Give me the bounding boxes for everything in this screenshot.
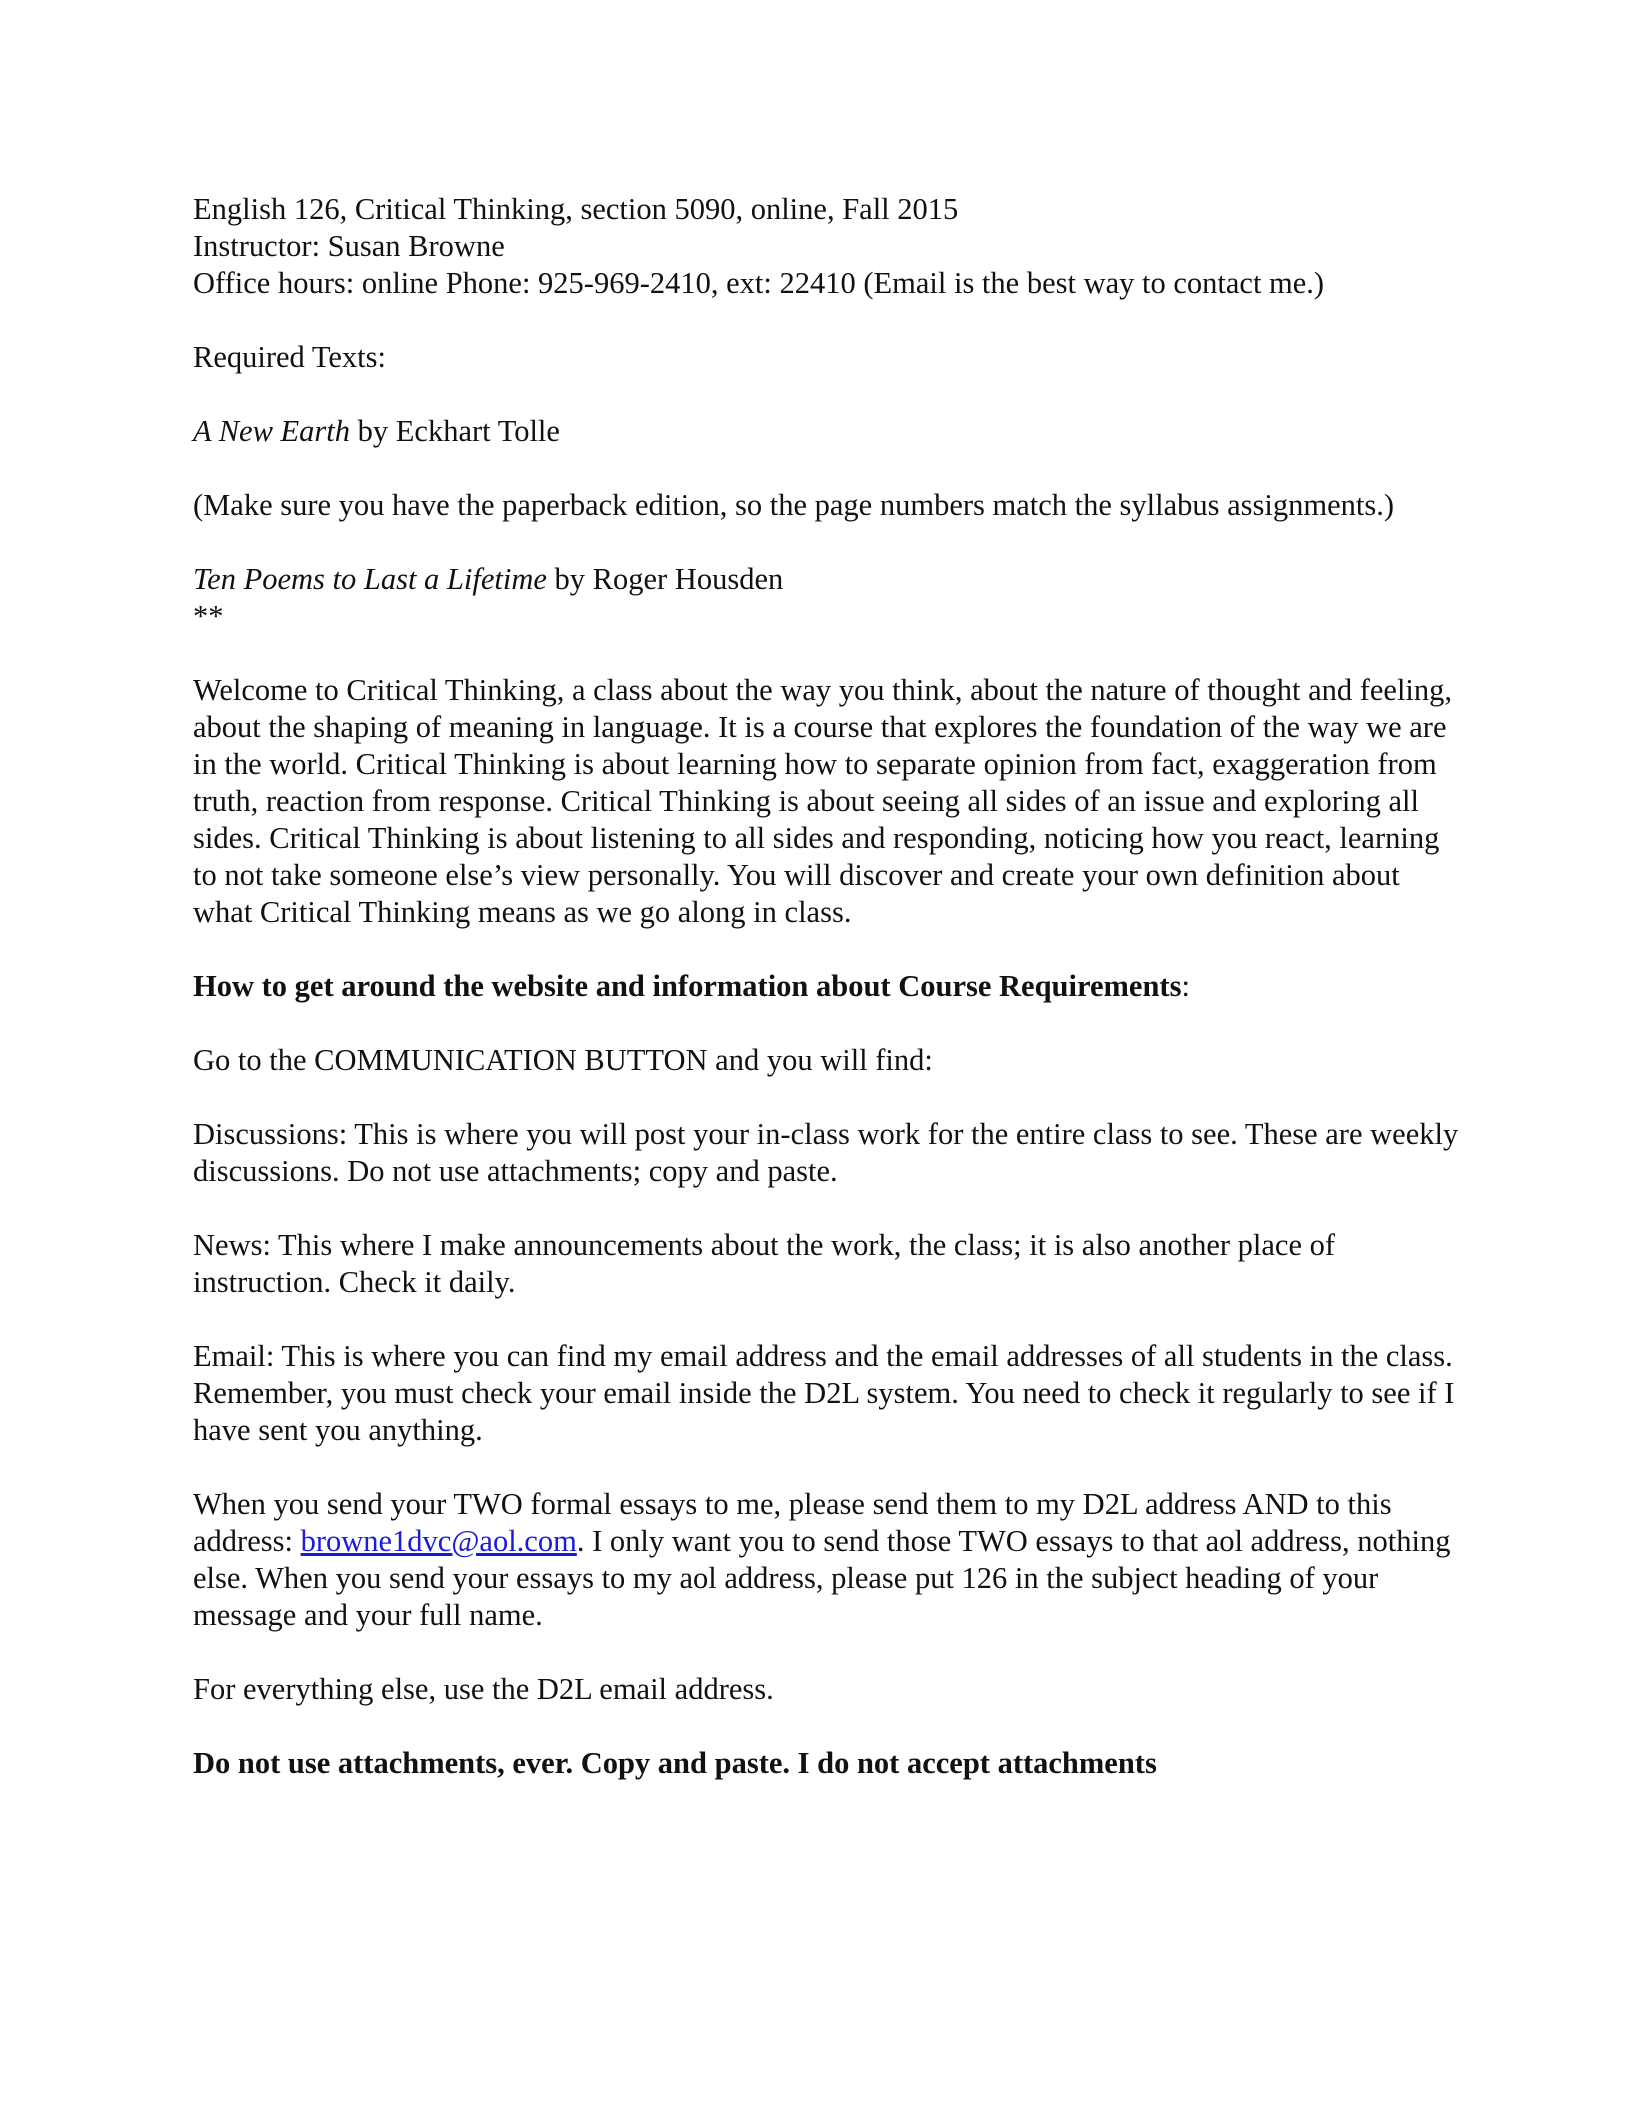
course-line: English 126, Critical Thinking, section 5090, online, Fall 2015 [193,192,959,226]
book-1 [193,413,1463,450]
book-2 [193,561,1463,598]
communication-line: Go to the COMMUNICATION BUTTON and you will find: [193,1043,933,1077]
book-1-author: by Eckhart Tolle [350,414,560,448]
required-texts-heading: Required Texts: [193,340,386,374]
email-address-link[interactable]: browne1dvc@aol.com [300,1524,577,1558]
discussions-paragraph: Discussions: This is where you will post your in-class work for the entire class to see. These are weekly discussions. Do not use attachments; copy and paste. [193,1117,1459,1188]
book-2-author: by Roger Housden [546,562,784,596]
essays-paragraph [193,1486,1463,1634]
attachments-warning: Do not use attachments, ever. Copy and paste. I do not accept attachments [193,1746,1157,1780]
book-2-block [193,561,1463,635]
book-2-title: Ten Poems to Last a Lifetime [193,562,547,596]
essays-text-before: When you send your TWO formal essays to me, please send them to my D2L address AND to this address: [193,1487,1392,1558]
everything-else-paragraph: For everything else, use the D2L email address. [193,1672,774,1706]
website-heading [193,968,1463,1005]
website-heading-colon: : [1181,969,1190,1003]
news-paragraph: News: This where I make announcements about the work, the class; it is also another place of instruction. Check it daily. [193,1228,1336,1299]
essays-text-after: . I only want you to send those TWO essays to that aol address, nothing else. When you send your essays to my aol address, please put 126 in the subject heading of your message and your full name. [193,1524,1451,1632]
office-hours-line: Office hours: online Phone: 925-969-2410, ext: 22410 (Email is the best way to contact me.) [193,266,1325,300]
syllabus-page [193,191,1463,1782]
separator: ** [193,599,224,633]
book-1-note: (Make sure you have the paperback edition, so the page numbers match the syllabus assignments.) [193,488,1395,522]
book-1-title: A New Earth [193,414,351,448]
email-paragraph: Email: This is where you can find my email address and the email addresses of all students in the class. Remember, you must check your email inside the D2L system. You need to check it regularly to see if I have sent you anything. [193,1339,1455,1447]
welcome-paragraph: Welcome to Critical Thinking, a class about the way you think, about the nature of thought and feeling, about the shaping of meaning in language. It is a course that explores the foundation of the way we are in the world. Critical Thinking is about learning how to separate opinion from fact, exaggeration from truth, reaction from response. Critical Thinking is about seeing all sides of an issue and exploring all sides. Critical Thinking is about listening to all sides and responding, noticing how you react, learning to not take someone else’s view personally. You will discover and create your own definition about what Critical Thinking means as we go along in class. [193,673,1453,929]
instructor-line: Instructor: Susan Browne [193,229,505,263]
website-heading-text: How to get around the website and information about Course Requirements [193,969,1182,1003]
course-header [193,191,1463,302]
